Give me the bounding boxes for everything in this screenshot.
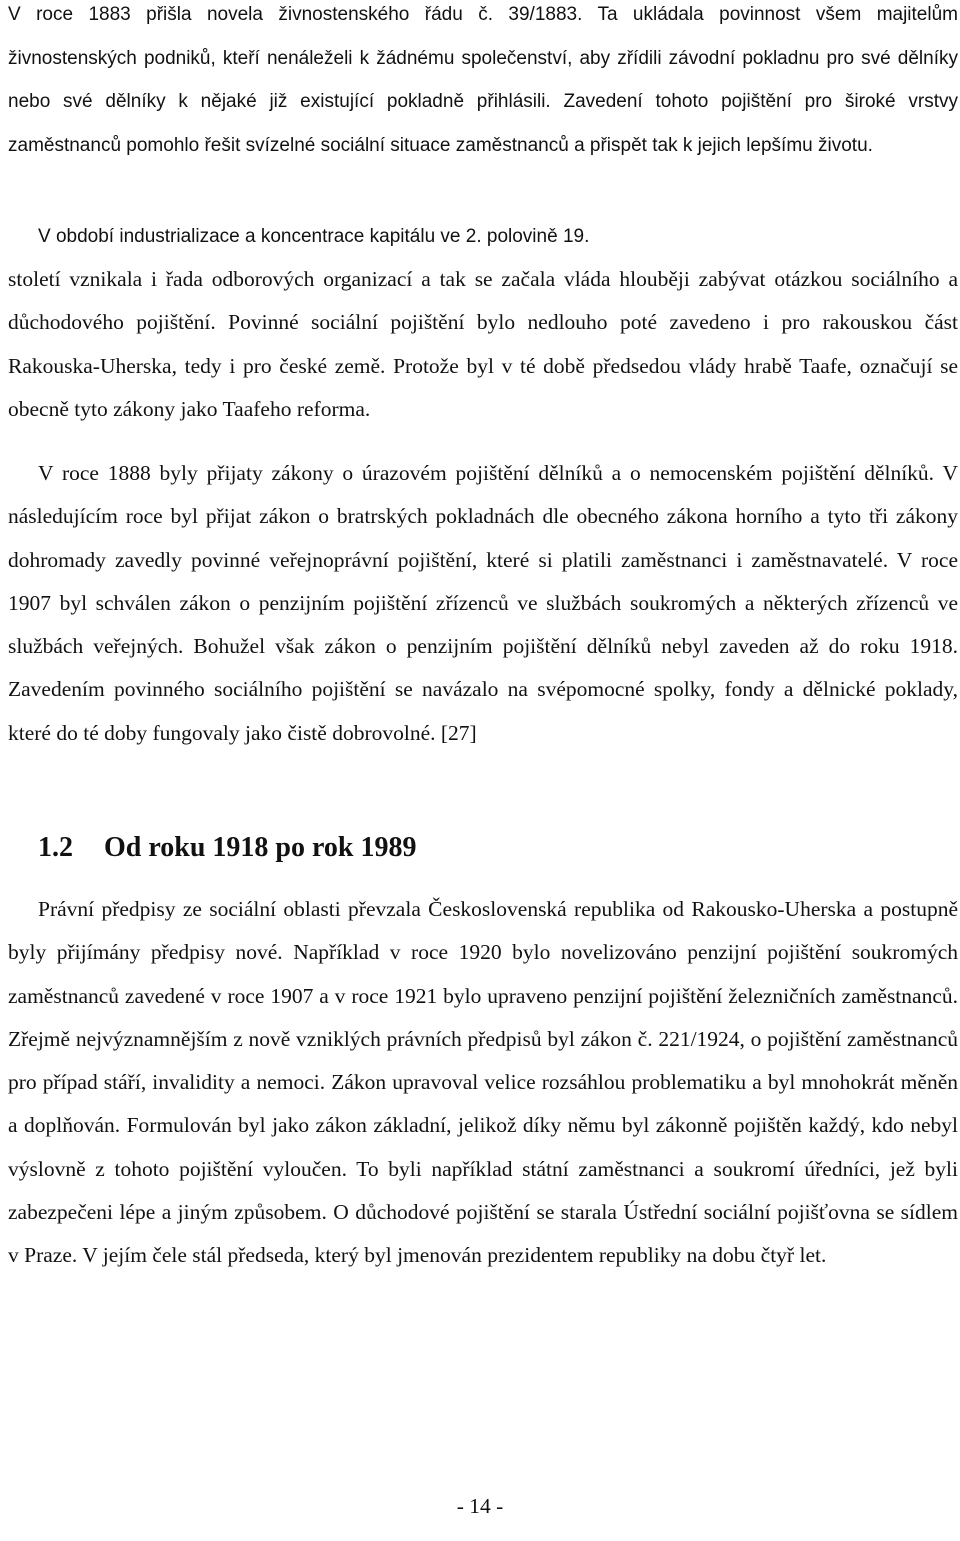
paragraph-taafe-reform: století vznikala i řada odborových organizací a tak se začala vláda hlouběji zabývat otázkou sociálního a důchodového pojištění. Povinné sociální pojištění bylo nedlouho poté zavedeno i pro rakouskou část Rakouska-Uherska, tedy i pro české země. Protože byl v té době předsedou vlády hrabě Taafe, označují se obecně tyto zákony jako Taafeho reforma. bbox=[8, 267, 958, 421]
section-title: Od roku 1918 po rok 1989 bbox=[104, 832, 417, 863]
section-heading bbox=[38, 826, 416, 870]
paragraph-novela-1883: V roce 1883 přišla novela živnostenského řádu č. 39/1883. Ta ukládala povinnost všem majitelům živnostenských podniků, kteří nenáleželi k žádnému společenství, aby zřídili závodní pokladnu pro své dělníky nebo své dělníky k nějaké již existující pokladně přihlásili. Zavedení tohoto pojištění pro široké vrstvy zaměstnanců pomohlo řešit svízelné sociální situace zaměstnanců a přispět tak k jejich lepšímu životu. bbox=[8, 4, 958, 156]
paragraph-industrializace: V období industrializace a koncentrace kapitálu ve 2. polovině 19. bbox=[38, 226, 590, 247]
paragraph-zakony-1888: V roce 1888 byly přijaty zákony o úrazovém pojištění dělníků a o nemocenském pojištění dělníků. V následujícím roce byl přijat zákon o bratrských pokladnách dle obecného zákona horního a tyto tři zákony dohromady zavedly povinné veřejnoprávní pojištění, které si platili zaměstnanci i zaměstnavatelé. V roce 1907 byl schválen zákon o penzijním pojištění zřízenců ve službách soukromých a některých zřízenců ve službách veřejných. Bohužel však zákon o penzijním pojištění dělníků nebyl zaveden až do roku 1918. Zavedením povinného sociálního pojištění se navázalo na svépomocné spolky, fondy a dělnické poklady, které do té doby fungovaly jako čistě dobrovolné. [27] bbox=[8, 461, 958, 745]
page-number: - 14 - bbox=[456, 1494, 504, 1518]
paragraph-pravni-predpisy: Právní předpisy ze sociální oblasti převzala Československá republika od Rakousko-Uherska a postupně byly přijímány předpisy nové. Například v roce 1920 bylo novelizováno penzijní pojištění soukromých zaměstnanců zavedené v roce 1907 a v roce 1921 bylo upraveno penzijní pojištění železničních zaměstnanců. Zřejmě nejvýznamnějším z nově vzniklých právních předpisů byl zákon č. 221/1924, o pojištění zaměstnanců pro případ stáří, invalidity a nemoci. Zákon upravoval velice rozsáhlou problematiku a byl mnohokrát měněn a doplňován. Formulován byl jako zákon základní, jelikož díky němu byl zákonně pojištěn každý, kdo nebyl výslovně z tohoto pojištění vyloučen. To byli například státní zaměstnanci a soukromí úředníci, jež byli zabezpečeni lépe a jiným způsobem. O důchodové pojištění se starala Ústřední sociální pojišťovna se sídlem v Praze. V jejím čele stál předseda, který byl jmenován prezidentem republiky na dobu čtyř let. bbox=[8, 897, 958, 1268]
section-number: 1.2 bbox=[38, 832, 73, 863]
